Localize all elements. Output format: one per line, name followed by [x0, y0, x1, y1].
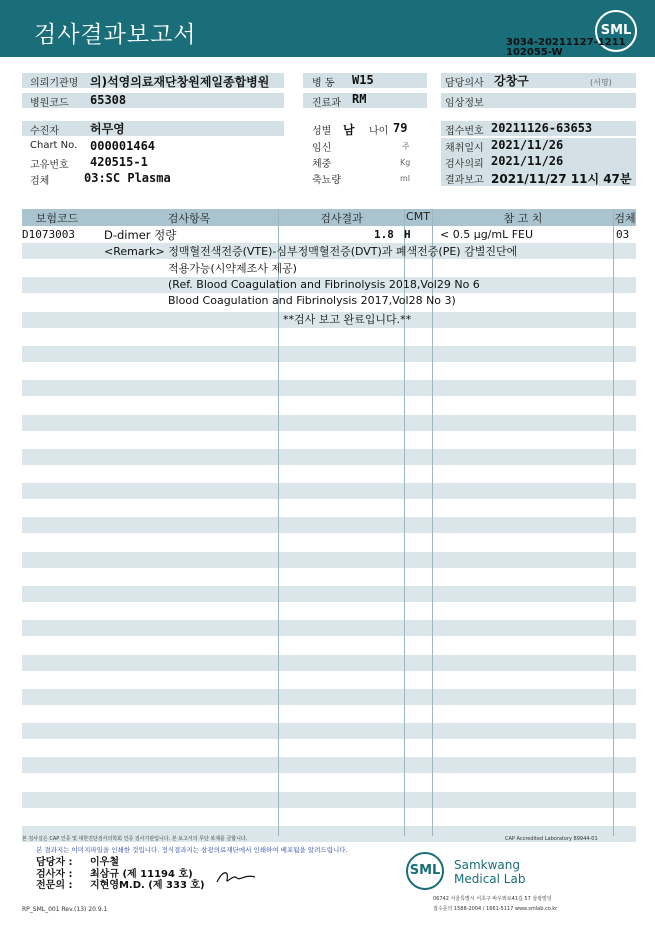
reporter-value: 이우철: [90, 857, 119, 868]
specialist-value: 지현영M.D. (제 333 호): [90, 880, 205, 891]
accession-line-2: 102055-W: [506, 47, 563, 58]
clinical-info-label: 임상정보: [445, 98, 484, 109]
age-value: 79: [393, 121, 408, 135]
doctor-label: 담당의사: [445, 78, 484, 89]
report-label: 결과보고: [445, 175, 484, 186]
col-header-result: 검사결과: [320, 212, 363, 225]
id-value: 420515-1: [90, 155, 148, 169]
receipt-label: 접수번호: [445, 126, 484, 137]
report-complete-note: **검사 보고 완료입니다.**: [283, 313, 412, 326]
specimen-value: 03:SC Plasma: [84, 171, 171, 185]
pregnancy-label: 임신: [312, 143, 332, 154]
request-value: 2021/11/26: [491, 154, 564, 168]
institution-value: 의)석영의료재단창원제일종합병원: [90, 75, 270, 89]
accession-number: [506, 38, 626, 58]
brand-line-1: Samkwang: [454, 858, 520, 872]
sml-logo-icon: SML: [595, 10, 637, 52]
patient-label: 수진자: [30, 126, 59, 137]
table-stripe: [22, 552, 636, 568]
form-id: RP_SML_001 Rev.(13) 20.9.1: [22, 906, 108, 913]
col-header-reference: 참 고 치: [503, 212, 543, 225]
table-stripe: [22, 483, 636, 499]
reporter-label: 담당자 :: [36, 857, 73, 868]
reference-range: < 0.5 μg/mL FEU: [440, 228, 534, 241]
table-stripe: [22, 415, 636, 431]
chart-label: Chart No.: [30, 140, 78, 151]
test-item: D-dimer 정량: [104, 228, 177, 242]
urine-unit: ml: [400, 174, 411, 183]
specimen-code: 03: [616, 228, 630, 241]
col-header-code: 보험코드: [35, 212, 79, 225]
label-bar: [22, 121, 284, 136]
report-value: 2021/11/27 11시 47분: [491, 172, 632, 186]
result-flag: H: [404, 228, 411, 241]
contact: 접수문의 1588-2004 / 1661-5117 www.smlab.co.kr: [433, 906, 558, 912]
examiner-label: 검사자 :: [36, 869, 73, 880]
dept-label: 진료과: [312, 98, 341, 109]
brand-line-2: Medical Lab: [454, 872, 526, 886]
specialist-label: 전문의 :: [36, 880, 73, 891]
page-title: 검사결과보고서: [34, 22, 197, 48]
table-stripe: [22, 586, 636, 602]
weight-unit: Kg: [400, 158, 411, 167]
collect-value: 2021/11/26: [491, 138, 564, 152]
table-stripe: [22, 380, 636, 396]
fine-print: 본 검사실은 CAP 인증 및 대한진단검사의학회 인증 검사기관입니다. 본 보고서의 무단 복제를 금합니다.: [22, 836, 248, 842]
address: 06742 서울특별시 서초구 바우뫼로41길 57 삼광빌딩: [433, 896, 552, 902]
cap-accreditation: CAP Accredited Laboratory 89944-01: [505, 836, 598, 842]
request-label: 검사의뢰: [445, 159, 484, 170]
doctor-sign: (서명): [590, 78, 612, 87]
table-stripe: [22, 757, 636, 773]
hospital-code-label: 병원코드: [30, 98, 69, 109]
patient-value: 허무영: [90, 122, 125, 136]
insurance-code: D1073003: [22, 228, 75, 241]
dept-value: RM: [352, 92, 367, 106]
accession-line-1: 3034-20211127-1211: [506, 37, 626, 48]
specimen-label: 검체: [30, 176, 50, 187]
age-label: 나이: [369, 126, 389, 137]
table-stripe: [22, 655, 636, 671]
sex-value: 남: [343, 123, 355, 137]
remark-line: (Ref. Blood Coagulation and Fibrinolysis 2018,Vol29 No 6: [168, 278, 480, 291]
print-notice: 본 결과지는 이미지파일을 인쇄한 것입니다. 정식결과지는 삼광의료재단에서 인쇄하여 배포됨을 알려드립니다.: [36, 846, 348, 854]
doctor-value: 강창구: [494, 74, 529, 88]
urine-label: 축뇨량: [312, 175, 341, 186]
sex-label: 성별: [312, 126, 332, 137]
ward-label: 병 동: [312, 78, 335, 89]
table-stripe: [22, 723, 636, 739]
brand-name: [454, 858, 525, 886]
chart-value: 000001464: [90, 139, 156, 153]
remark-line: <Remark> 정맥혈전색전증(VTE)-심부정맥혈전증(DVT)과 폐색전증(PE) 감별진단에: [104, 245, 518, 258]
weight-label: 체중: [312, 159, 332, 170]
col-header-cmt: CMT: [406, 210, 430, 223]
table-stripe: [22, 449, 636, 465]
test-result: 1.8: [374, 228, 394, 241]
hospital-code-value: 65308: [90, 93, 127, 107]
table-stripe: [22, 346, 636, 362]
table-stripe: [22, 620, 636, 636]
remark-line: 적용가능(시약제조사 제공): [168, 262, 297, 275]
collect-label: 채취일시: [445, 143, 484, 154]
institution-label: 의뢰기관명: [30, 78, 79, 89]
col-header-item: 검사항목: [167, 212, 211, 225]
pregnancy-unit: 주: [402, 142, 410, 151]
signature-icon: [215, 868, 257, 886]
id-label: 고유번호: [30, 160, 69, 171]
ward-value: W15: [352, 73, 374, 87]
column-divider: [613, 209, 614, 836]
table-stripe: [22, 689, 636, 705]
table-stripe: [22, 792, 636, 808]
remark-line: Blood Coagulation and Fibrinolysis 2017,Vol28 No 3): [168, 294, 456, 307]
examiner-value: 최삼규 (제 11194 호): [90, 869, 193, 880]
sml-logo-icon: SML: [406, 852, 444, 890]
table-stripe: [22, 517, 636, 533]
col-header-specimen: 검체: [614, 212, 636, 225]
receipt-value: 20211126-63653: [491, 121, 593, 135]
